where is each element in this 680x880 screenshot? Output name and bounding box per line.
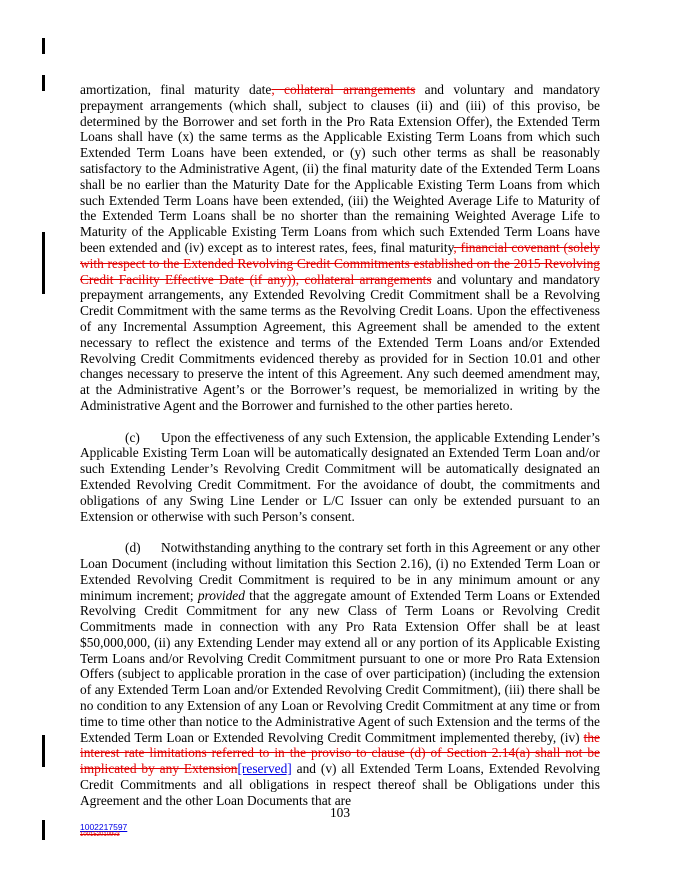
- document-id-new: 1002217597: [80, 822, 128, 832]
- text-run: amortization, final maturity date: [80, 82, 272, 97]
- text-run: and voluntary and mandatory prepayment arrangements (which shall, subject to clauses (ii) and (iii) of this proviso, be determined by the Borrower and set forth in the Pro Rata Extension Offer), the Extended Term Loans shall have (x) the same terms as the Applicable Existing Term Loans from which such Extended Term Loans have been extended, or (y) such other terms as shall be reasonably satisfactory to the Administrative Agent, (ii) the final maturity date of the Extended Term Loans shall be no earlier than the Maturity Date for the Applicable Existing Term Loans from which such Extended Term Loans have been extended, (iii) the Weighted Average Life to Maturity of the Extended Term Loans shall be no shorter than the remaining Weighted Average Life to Maturity of the Applicable Existing Term Loans from which such Extended Term Loans have been extended and (iv) except as to interest rates, fees, final maturity: [80, 82, 600, 255]
- text-run: Notwithstanding anything to the contrary set forth in this Agreement or any other Loan Document (including without limitation this Section 2.16), (i) no Extended Term Loan or Extended Revolving Credit Commitment is required to be in any minimum amount or any minimum increment;: [80, 540, 600, 603]
- deleted-text: the interest rate limitations referred to in the proviso to clause (d) of Section 2.14(a) shall not be implicated by any Extension: [80, 729, 600, 777]
- text-run: that the aggregate amount of Extended Term Loans or Extended Revolving Credit Commitment for any new Class of Term Loans or Revolving Credit Commitments made in connection with any Pro Rata Extension Offer shall be at least $50,000,000, (ii) any Extending Lender may extend all or any portion of its Applicable Existing Term Loans and/or Revolving Credit Commitment pursuant to one or more Pro Rata Extension Offers (subject to applicable proration in the case of over participation) (including the extension of any Extended Term Loan and/or Extended Revolving Credit Commitment), (iii) there shall be no condition to any Extension of any Loan or Revolving Credit Commitment at any time or from time to time other than notice to the Administrative Agent of such Extension and the terms of the Extended Term Loan or Extended Revolving Credit Commitment implemented thereby, (iv): [80, 587, 601, 745]
- italic-term: provided: [197, 587, 245, 603]
- document-id-old: 1001520109v3: [80, 832, 120, 838]
- deleted-text: , collateral arrangements: [271, 82, 416, 97]
- clause-label: (c): [125, 429, 140, 445]
- paragraph-b-continued: [80, 82, 600, 414]
- paragraph-d: [80, 540, 600, 809]
- change-bar: [42, 232, 45, 294]
- change-bar: [42, 735, 45, 767]
- deleted-text: , financial covenant (solely with respect to the Extended Revolving Credit Commitments established on the 2015 Revolving Credit Facility Effective Date (if any)), collateral arrangements: [80, 239, 600, 287]
- change-bar: [42, 75, 45, 91]
- text-run: and (v) all Extended Term Loans, Extended Revolving Credit Commitments and all obligations in respect thereof shall be Obligations under this Agreement and the other Loan Documents that are: [80, 761, 601, 808]
- inserted-text: [reserved]: [237, 761, 292, 777]
- change-bar: [42, 820, 45, 840]
- paragraph-c: [80, 430, 600, 525]
- change-bar: [42, 38, 45, 54]
- page-number: 103: [329, 805, 351, 820]
- document-body: [80, 82, 600, 809]
- text-run: and voluntary and mandatory prepayment arrangements, any Extended Revolving Credit Commitment shall be a Revolving Credit Commitment with the same terms as the Revolving Credit Loans. Upon the effectiveness of any Incremental Assumption Agreement, this Agreement shall be amended to the extent necessary to reflect the existence and terms of the Extended Term Loans and/or Extended Revolving Credit Commitments evidenced thereby as provided for in Section 10.01 and other changes necessary to preserve the intent of this Agreement. Any such deemed amendment may, at the Administrative Agent’s or the Borrower’s request, be memorialized in writing by the Administrative Agent and the Borrower and furnished to the other parties hereto.: [80, 271, 600, 413]
- clause-label: (d): [125, 540, 141, 556]
- text-run: Upon the effectiveness of any such Extension, the applicable Extending Lender’s Applicable Existing Term Loan will be automatically designated an Extended Term Loan and/or such Extending Lender’s Revolving Credit Commitment will be automatically designated an Extended Revolving Credit Commitment. For the avoidance of doubt, the commitments and obligations of any Swing Line Lender or L/C Issuer can only be extended pursuant to an Extension or otherwise with such Person’s consent.: [80, 429, 600, 524]
